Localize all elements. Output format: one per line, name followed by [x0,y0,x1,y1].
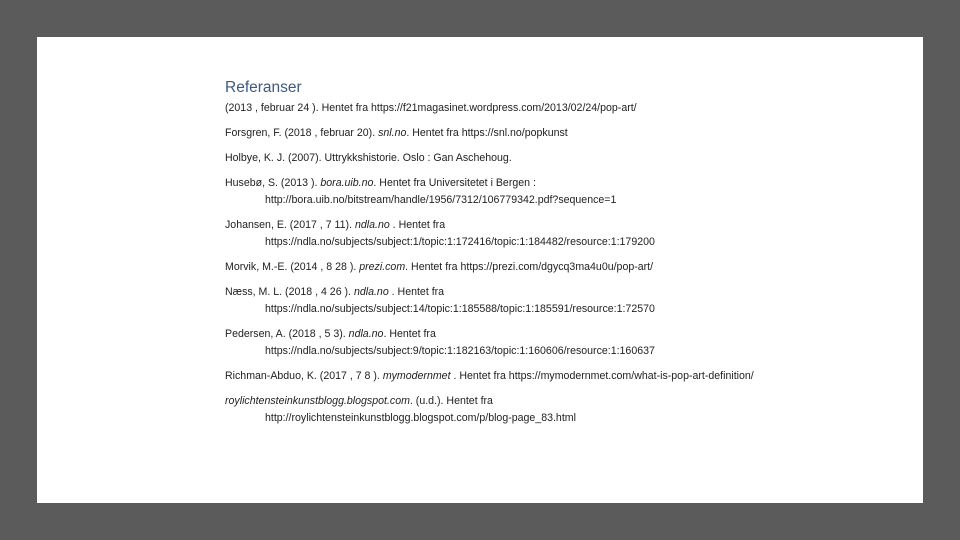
reference-text: . Hentet fra https://snl.no/popkunst [406,127,568,139]
reference-source: snl.no [378,127,407,139]
reference-text: Forsgren, F. (2018 , februar 20). [225,127,379,139]
reference-entry [225,259,765,276]
reference-entry [225,393,765,427]
reference-text: Johansen, E. (2017 , 7 11). [225,219,355,231]
reference-entry [225,125,765,142]
reference-source: mymodernmet [382,370,451,382]
reference-entry [225,175,765,209]
reference-entry [225,217,765,251]
reference-text: . Hentet fra https://mymodernmet.com/what-is-pop-art-definition/ [450,370,754,382]
reference-text: Husebø, S. (2013 ). [225,177,321,189]
reference-text: (2013 , februar 24 ). Hentet fra https://f21magasinet.wordpress.com/2013/02/24/pop-art/ [225,102,637,114]
reference-text: Holbye, K. J. (2007). Uttrykkshistorie. Oslo : Gan Aschehoug. [225,152,512,164]
reference-url: https://ndla.no/subjects/subject:9/topic:1:182163/topic:1:160606/resource:1:160637 [265,345,655,357]
reference-text: Morvik, M.-E. (2014 , 8 28 ). [225,261,360,273]
reference-text: Pedersen, A. (2018 , 5 3). [225,328,349,340]
reference-source: ndla.no [354,219,390,231]
reference-source: bora.uib.no [320,177,374,189]
reference-text: . (u.d.). Hentet fra [409,395,493,407]
reference-text: . Hentet fra [383,328,436,340]
reference-list [225,100,765,435]
reference-text: Richman-Abduo, K. (2017 , 7 8 ). [225,370,383,382]
reference-text: . Hentet fra https://prezi.com/dgycq3ma4u0u/pop-art/ [405,261,654,273]
reference-entry [225,368,765,385]
reference-text: . Hentet fra Universitetet i Bergen : [373,177,536,189]
reference-text: Næss, M. L. (2018 , 4 26 ). [225,286,354,298]
reference-text: . Hentet fra [388,286,445,298]
reference-entry [225,326,765,360]
reference-url: https://ndla.no/subjects/subject:1/topic:1:172416/topic:1:184482/resource:1:179200 [265,236,655,248]
slide-page [37,37,923,503]
reference-entry [225,284,765,318]
reference-url: https://ndla.no/subjects/subject:14/topic:1:185588/topic:1:185591/resource:1:72570 [265,303,655,315]
reference-url: http://roylichtensteinkunstblogg.blogspot.com/p/blog-page_83.html [265,412,576,424]
reference-source: ndla.no [348,328,384,340]
reference-entry [225,100,765,117]
reference-url: http://bora.uib.no/bitstream/handle/1956/7312/106779342.pdf?sequence=1 [265,194,617,206]
references-heading: Referanser [225,79,302,96]
reference-text: . Hentet fra [389,219,446,231]
reference-source: prezi.com [359,261,406,273]
reference-entry [225,150,765,167]
reference-source: ndla.no [353,286,389,298]
reference-source: roylichtensteinkunstblogg.blogspot.com [225,395,410,407]
